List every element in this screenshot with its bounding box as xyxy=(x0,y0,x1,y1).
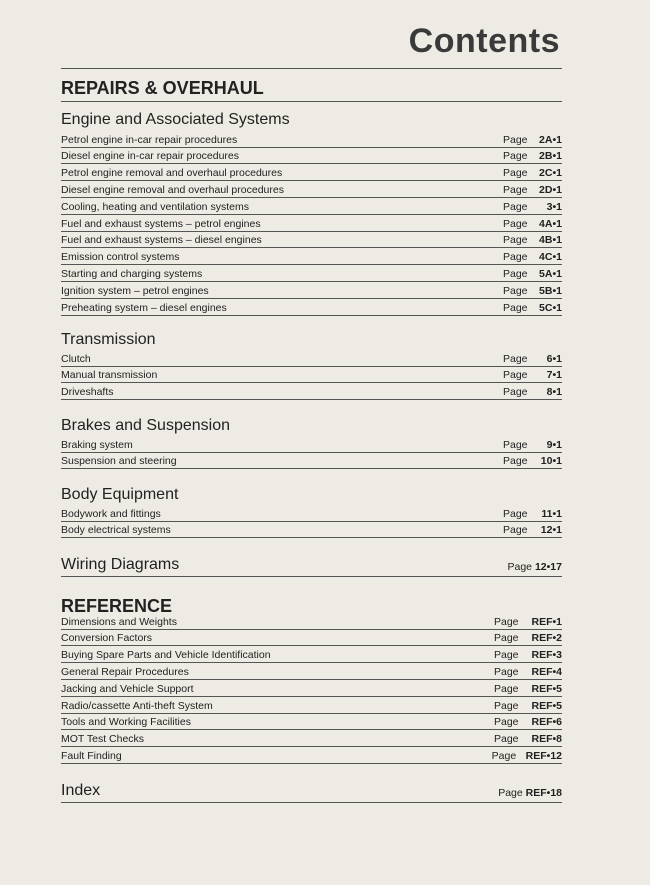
entry-label: Braking system xyxy=(61,438,133,451)
transmission-entry-row[interactable] xyxy=(61,367,562,384)
entry-label: Preheating system – diesel engines xyxy=(61,301,227,314)
page-word: Page xyxy=(494,682,519,695)
reference-entry-row[interactable] xyxy=(61,747,562,764)
entry-label: Buying Spare Parts and Vehicle Identification xyxy=(61,649,271,662)
page-number: 8•1 xyxy=(546,386,562,399)
reference-entry-row[interactable] xyxy=(61,697,562,714)
page-number: REF•18 xyxy=(525,787,562,799)
entry-label: Clutch xyxy=(61,352,91,365)
page-word: Page xyxy=(503,301,528,314)
entry-label: Suspension and steering xyxy=(61,455,177,468)
page-word: Page xyxy=(494,632,519,645)
engine-entry-row[interactable] xyxy=(61,299,562,316)
entry-label: Cooling, heating and ventilation systems xyxy=(61,200,249,213)
brakes-entry-row[interactable] xyxy=(61,453,562,470)
page-number: REF•12 xyxy=(525,750,562,763)
page-word: Page xyxy=(494,716,519,729)
body-entry-row[interactable] xyxy=(61,505,562,522)
page-number: REF•4 xyxy=(531,666,562,679)
reference-entry-row[interactable] xyxy=(61,680,562,697)
page-word: Page xyxy=(494,666,519,679)
page-word: Page xyxy=(503,251,528,264)
page-word: Page xyxy=(503,369,528,382)
page-word: Page xyxy=(503,507,528,520)
page-number: 12•17 xyxy=(534,561,562,573)
entry-label: Ignition system – petrol engines xyxy=(61,284,209,297)
page-word: Page xyxy=(503,284,528,297)
title-divider xyxy=(61,68,562,69)
entry-label: Emission control systems xyxy=(61,251,180,264)
page-word: Page xyxy=(494,699,519,712)
engine-entry-row[interactable] xyxy=(61,265,562,282)
page-number: 6•1 xyxy=(546,352,562,365)
page-number: 3•1 xyxy=(546,200,562,213)
entry-label: Fuel and exhaust systems – petrol engines xyxy=(61,217,261,230)
page-word: Page xyxy=(491,750,517,763)
engine-entry-row[interactable] xyxy=(61,181,562,198)
transmission-entry-row[interactable] xyxy=(61,384,562,401)
reference-entry-row[interactable] xyxy=(61,647,562,664)
page-word: Page xyxy=(503,217,528,230)
engine-entry-row[interactable] xyxy=(61,215,562,232)
page-word: Page xyxy=(494,649,519,662)
page-number: 9•1 xyxy=(546,438,562,451)
entry-label: Dimensions and Weights xyxy=(61,615,177,628)
page-title: Contents xyxy=(408,22,560,60)
entry-label: Manual transmission xyxy=(61,369,158,382)
page-number: REF•6 xyxy=(531,716,562,729)
page-word: Page xyxy=(503,200,528,213)
page-number: 2A•1 xyxy=(539,133,562,146)
page-word: Page xyxy=(503,268,528,281)
entry-label: Conversion Factors xyxy=(61,632,153,645)
engine-entry-row[interactable] xyxy=(61,282,562,299)
page-number: 2B•1 xyxy=(539,150,562,163)
entry-label: Petrol engine in-car repair procedures xyxy=(61,133,238,146)
page-word: Page xyxy=(498,787,523,799)
page-number: 5A•1 xyxy=(539,268,562,281)
reference-entry-row[interactable] xyxy=(61,714,562,731)
page-number: 7•1 xyxy=(546,369,562,382)
page-word: Page xyxy=(503,455,528,468)
reference-entry-row[interactable] xyxy=(61,630,562,647)
entry-label: Fuel and exhaust systems – diesel engines xyxy=(61,234,262,247)
page-number: 12•1 xyxy=(540,524,562,537)
page-number: 5C•1 xyxy=(539,301,562,314)
index-row[interactable] xyxy=(61,777,562,803)
entry-label: Radio/cassette Anti-theft System xyxy=(61,699,213,712)
page-number: 11•1 xyxy=(541,507,562,520)
page-word: Page xyxy=(494,615,519,628)
engine-entry-row[interactable] xyxy=(61,198,562,215)
engine-entry-row[interactable] xyxy=(61,148,562,165)
reference-heading: REFERENCE xyxy=(61,596,173,616)
page-number: REF•1 xyxy=(531,615,562,628)
page-number: 4A•1 xyxy=(539,217,562,230)
page-word: Page xyxy=(503,184,528,197)
wiring-diagrams-label: Wiring Diagrams xyxy=(61,556,180,573)
page-number: 2C•1 xyxy=(539,167,562,180)
page-number: REF•3 xyxy=(531,649,562,662)
entry-label: Tools and Working Facilities xyxy=(61,716,191,729)
page-number: REF•2 xyxy=(531,632,562,645)
page-number: 10•1 xyxy=(540,455,562,468)
page-number: 4B•1 xyxy=(539,234,562,247)
repairs-divider xyxy=(61,101,562,102)
page-word: Page xyxy=(503,524,528,537)
entry-label: Bodywork and fittings xyxy=(61,507,161,520)
wiring-diagrams-row[interactable] xyxy=(61,552,562,577)
page-number: REF•8 xyxy=(531,733,562,746)
page-word: Page xyxy=(503,438,528,451)
entry-label: Diesel engine in-car repair procedures xyxy=(61,150,240,163)
repairs-heading: REPAIRS & OVERHAUL xyxy=(61,78,264,98)
entry-label: Body electrical systems xyxy=(61,524,171,537)
entry-label: Diesel engine removal and overhaul procedures xyxy=(61,184,284,197)
entry-label: General Repair Procedures xyxy=(61,666,189,679)
page-word: Page xyxy=(494,733,519,746)
page-word: Page xyxy=(503,150,528,163)
engine-section-heading: Engine and Associated Systems xyxy=(61,111,290,128)
engine-entry-row[interactable] xyxy=(61,131,562,148)
engine-entry-row[interactable] xyxy=(61,232,562,249)
page-number: 5B•1 xyxy=(539,284,562,297)
page-word: Page xyxy=(503,167,528,180)
brakes-entry-row[interactable] xyxy=(61,436,562,453)
entry-label: MOT Test Checks xyxy=(61,733,145,746)
page-word: Page xyxy=(503,352,528,365)
entry-label: Petrol engine removal and overhaul procedures xyxy=(61,167,283,180)
page-number: REF•5 xyxy=(531,682,562,695)
engine-entry-row[interactable] xyxy=(61,165,562,182)
entry-label: Fault Finding xyxy=(61,750,122,763)
entry-label: Driveshafts xyxy=(61,386,114,399)
engine-entry-row[interactable] xyxy=(61,249,562,266)
transmission-section-heading: Transmission xyxy=(61,331,156,348)
body-section-heading: Body Equipment xyxy=(61,486,179,503)
transmission-entry-row[interactable] xyxy=(61,350,562,367)
page-word: Page xyxy=(507,561,533,573)
brakes-section-heading: Brakes and Suspension xyxy=(61,417,230,434)
reference-entry-row[interactable] xyxy=(61,731,562,748)
entry-label: Jacking and Vehicle Support xyxy=(61,682,194,695)
entry-label: Starting and charging systems xyxy=(61,268,203,281)
page-number: 4C•1 xyxy=(539,251,562,264)
reference-entry-row[interactable] xyxy=(61,613,562,630)
page-number: 2D•1 xyxy=(539,184,562,197)
body-entry-row[interactable] xyxy=(61,522,562,539)
page-word: Page xyxy=(503,234,528,247)
reference-entry-row[interactable] xyxy=(61,663,562,680)
page-number: REF•5 xyxy=(531,699,562,712)
page-word: Page xyxy=(503,133,528,146)
index-label: Index xyxy=(61,782,101,799)
page-word: Page xyxy=(503,386,528,399)
